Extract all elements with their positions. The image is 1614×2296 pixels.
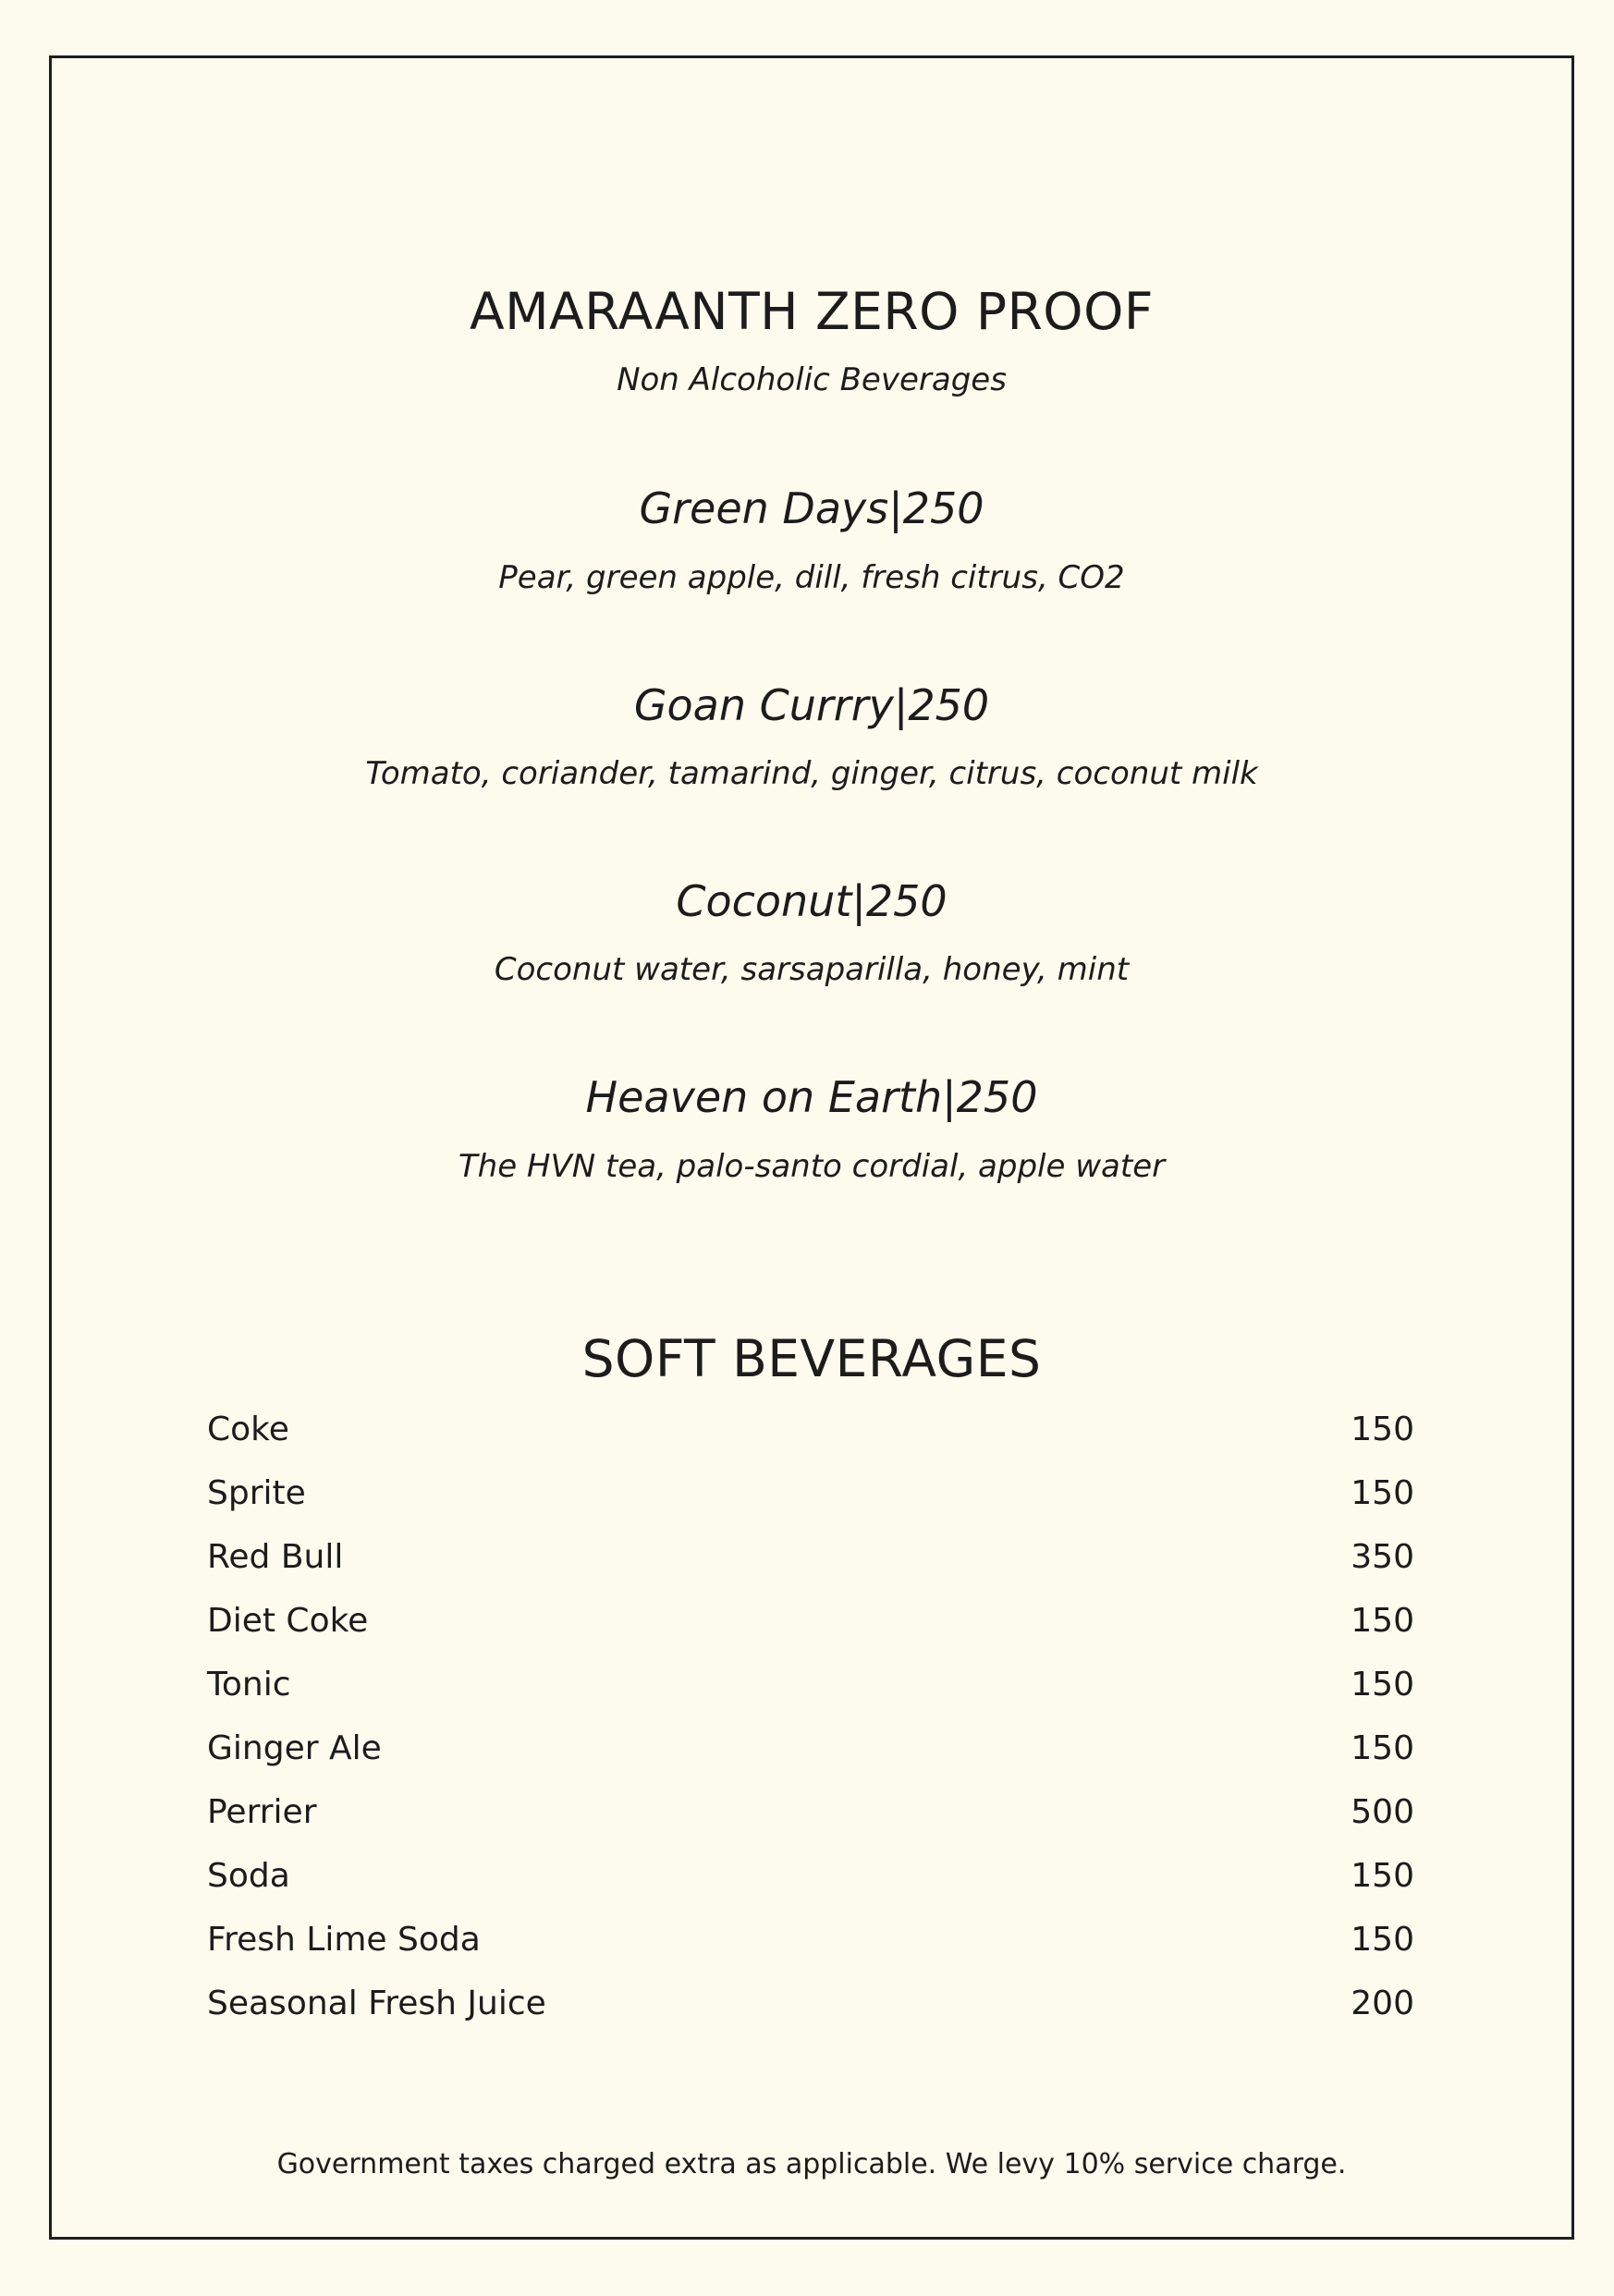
drink-description: Coconut water, sarsaparilla, honey, mint <box>494 951 1130 988</box>
drink-name: Goan Currry|250 <box>633 680 990 730</box>
beverage-price: 150 <box>1351 1473 1414 1512</box>
beverage-name: Coke <box>207 1410 289 1448</box>
beverage-name: Red Bull <box>207 1537 344 1576</box>
list-item <box>207 1716 1414 1780</box>
soft-beverages-title: SOFT BEVERAGES <box>581 1329 1042 1388</box>
beverage-price: 200 <box>1351 1984 1414 2022</box>
soft-beverages-list <box>207 1398 1414 2035</box>
beverage-price: 150 <box>1351 1856 1414 1895</box>
list-item <box>207 1525 1414 1589</box>
beverage-name: Ginger Ale <box>207 1728 382 1767</box>
beverage-price: 500 <box>1351 1792 1414 1831</box>
beverage-name: Fresh Lime Soda <box>207 1920 481 1959</box>
beverage-price: 150 <box>1351 1665 1414 1704</box>
beverage-name: Seasonal Fresh Juice <box>207 1984 546 2022</box>
list-item <box>207 1461 1414 1525</box>
beverage-price: 150 <box>1351 1601 1414 1640</box>
drink-description: The HVN tea, palo-santo cordial, apple water <box>458 1148 1166 1185</box>
beverage-name: Soda <box>207 1856 290 1895</box>
tax-footnote: Government taxes charged extra as applicable. We levy 10% service charge. <box>276 2148 1347 2180</box>
list-item <box>207 1589 1414 1653</box>
list-item <box>207 1398 1414 1461</box>
drink-name: Heaven on Earth|250 <box>585 1072 1038 1122</box>
drink-name: Green Days|250 <box>639 483 984 533</box>
zero-proof-subtitle: Non Alcoholic Beverages <box>617 361 1007 398</box>
zero-proof-title: AMARAANTH ZERO PROOF <box>469 282 1155 341</box>
beverage-name: Perrier <box>207 1792 317 1831</box>
beverage-name: Tonic <box>207 1665 291 1704</box>
beverage-price: 150 <box>1351 1728 1414 1767</box>
list-item <box>207 1844 1414 1908</box>
list-item <box>207 1908 1414 1972</box>
drink-description: Tomato, coriander, tamarind, ginger, citrus, coconut milk <box>365 755 1258 792</box>
list-item <box>207 1780 1414 1844</box>
beverage-price: 150 <box>1351 1410 1414 1448</box>
drink-name: Coconut|250 <box>676 876 948 926</box>
list-item <box>207 1653 1414 1716</box>
beverage-name: Diet Coke <box>207 1601 369 1640</box>
list-item <box>207 1972 1414 2035</box>
drink-description: Pear, green apple, dill, fresh citrus, CO2 <box>498 559 1125 596</box>
beverage-price: 350 <box>1351 1537 1414 1576</box>
beverage-price: 150 <box>1351 1920 1414 1959</box>
beverage-name: Sprite <box>207 1473 306 1512</box>
